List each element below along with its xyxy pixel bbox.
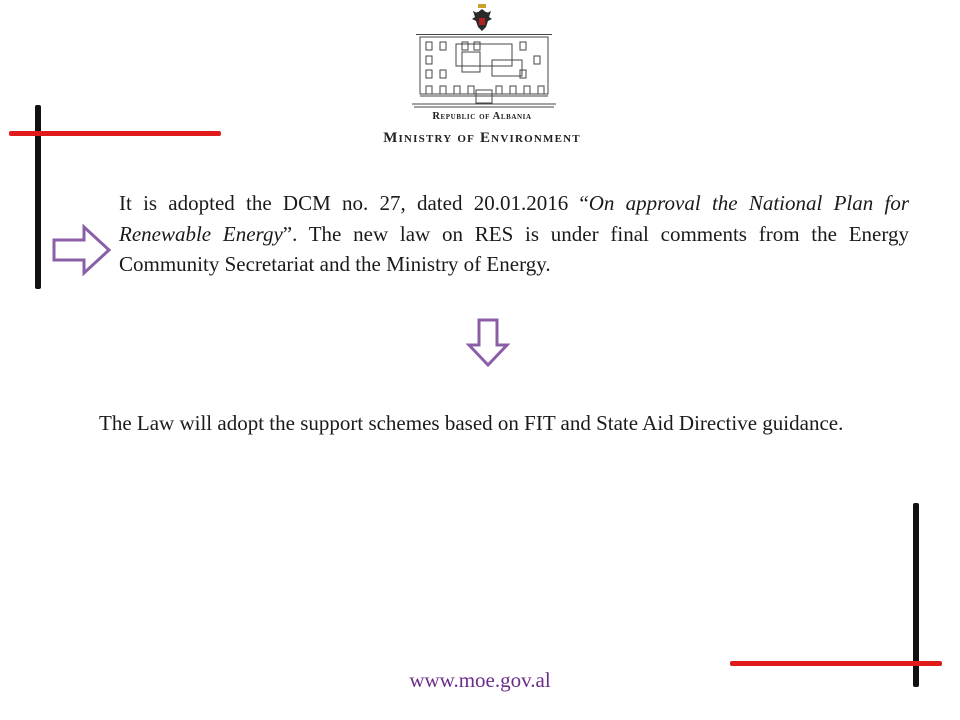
- paragraph-dcm-part1: It is adopted the DCM no. 27, dated 20.01.2016 “: [119, 191, 589, 215]
- plan-title-italic: On approval the National Plan for Renewable Energy: [119, 191, 909, 246]
- arrow-down-icon: [466, 318, 510, 368]
- republic-label: Republic of Albania: [432, 111, 532, 122]
- bottom-right-horizontal-line: [730, 661, 942, 666]
- top-left-horizontal-line: [9, 131, 221, 136]
- double-headed-eagle-icon: [470, 4, 494, 34]
- ministry-building-icon: [412, 34, 556, 108]
- paragraph-dcm-part2: ”. The new law on RES is under final comments from the Energy Community Secretariat and the Ministry of Energy.: [119, 221, 909, 276]
- website-link[interactable]: www.moe.gov.al: [409, 668, 551, 692]
- paragraph-dcm-adoption: [119, 188, 909, 280]
- bottom-right-vertical-line: [913, 503, 919, 687]
- paragraph-support-schemes: The Law will adopt the support schemes based on FIT and State Aid Directive guidance.: [99, 411, 844, 435]
- ministry-label: Ministry of Environment: [383, 130, 581, 146]
- arrow-right-icon: [52, 224, 112, 276]
